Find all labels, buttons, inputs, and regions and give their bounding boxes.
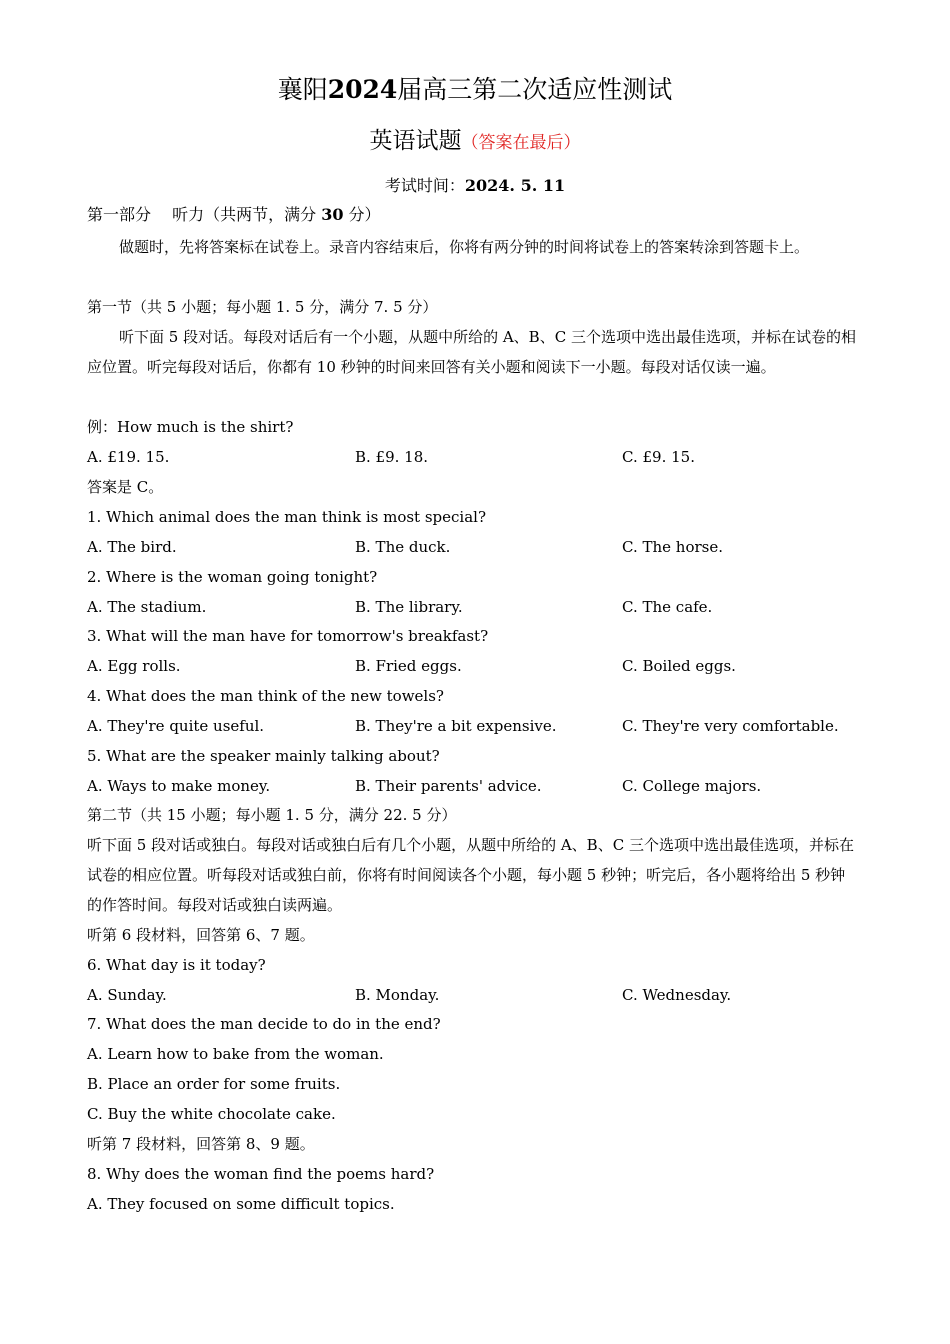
option-a: A. The bird. [87,538,177,556]
question-8-option-a: A. They focused on some difficult topics. [87,1195,395,1213]
question-3: 3. What will the man have for tomorrow's breakfast? [87,627,489,645]
option-b: B. Monday. [355,986,440,1004]
question-7-option-c: C. Buy the white chocolate cake. [87,1105,336,1123]
material-6-label: 听第 6 段材料，回答第 6、7 题。 [87,926,315,944]
option-b: B. They're a bit expensive. [355,717,557,735]
option-b: B. Their parents' advice. [355,777,542,795]
date-label: 考试时间： [384,176,465,195]
section1-heading: 第一节（共 5 小题；每小题 1. 5 分，满分 7. 5 分） [87,298,438,316]
example-answer: 答案是 C。 [87,478,164,496]
option-b: B. The duck. [355,538,451,556]
option-c: C. Boiled eggs. [622,657,736,675]
date-value: 2024. 5. 11 [464,176,566,195]
question-7-option-b: B. Place an order for some fruits. [87,1075,341,1093]
option-c: C. £9. 15. [622,448,695,466]
option-c: C. The cafe. [622,598,713,616]
material-7-label: 听第 7 段材料，回答第 8、9 题。 [87,1135,315,1153]
option-a: A. £19. 15. [87,448,170,466]
question-4: 4. What does the man think of the new towels? [87,687,444,705]
part1-instruction: 做题时，先将答案标在试卷上。录音内容结束后，你将有两分钟的时间将试卷上的答案转涂到答题卡上。 [119,238,810,256]
title-city: 襄阳 [277,75,328,104]
question-1: 1. Which animal does the man think is most special? [87,508,486,526]
question-2: 2. Where is the woman going tonight? [87,568,378,586]
option-a: A. Egg rolls. [87,657,181,675]
question-5: 5. What are the speaker mainly talking about? [87,747,440,765]
exam-date [0,171,950,201]
option-b: B. The library. [355,598,463,616]
question-6: 6. What day is it today? [87,956,266,974]
option-a: A. Sunday. [87,986,167,1004]
option-c: C. Wednesday. [622,986,732,1004]
example-question: 例：How much is the shirt? [87,418,294,436]
title-text: 届高三第二次适应性测试 [397,75,673,104]
option-c: C. The horse. [622,538,723,556]
subject-title: 英语试题 [369,128,462,154]
option-c: C. College majors. [622,777,762,795]
question-7: 7. What does the man decide to do in the end? [87,1015,441,1033]
part1-score: 30 [321,205,344,224]
exam-title [0,72,950,108]
section1-instruction: 听下面 5 段对话。每段对话后有一个小题，从题中所给的 A、B、C 三个选项中选出最佳选项，并标在试卷的相应位置。听完每段对话后，你都有 10 秒钟的时间来回答有关小题和阅读下一小题。每段对话仅读一遍。 [87,328,856,376]
exam-subtitle [0,124,950,160]
option-b: B. Fried eggs. [355,657,462,675]
option-a: A. Ways to make money. [87,777,271,795]
title-year: 2024 [327,75,398,104]
question-7-option-a: A. Learn how to bake from the woman. [87,1045,384,1063]
answer-note: （答案在最后） [461,133,581,153]
question-8: 8. Why does the woman find the poems hard? [87,1165,435,1183]
option-b: B. £9. 18. [355,448,429,466]
section2-instruction: 听下面 5 段对话或独白。每段对话或独白后有几个小题，从题中所给的 A、B、C 三个选项中选出最佳选项，并标在试卷的相应位置。听每段对话或独白前，你将有时间阅读各个小题，每小题 5 秒钟；听完后，各小题将给出 5 秒钟的作答时间。每段对话或独白读两遍。 [87,836,854,914]
option-c: C. They're very comfortable. [622,717,839,735]
option-a: A. They're quite useful. [87,717,265,735]
option-a: A. The stadium. [87,598,207,616]
section2-heading: 第二节（共 15 小题；每小题 1. 5 分，满分 22. 5 分） [87,806,457,824]
part1-heading: 第一部分 听力（共两节，满分 30 分） [87,205,381,224]
